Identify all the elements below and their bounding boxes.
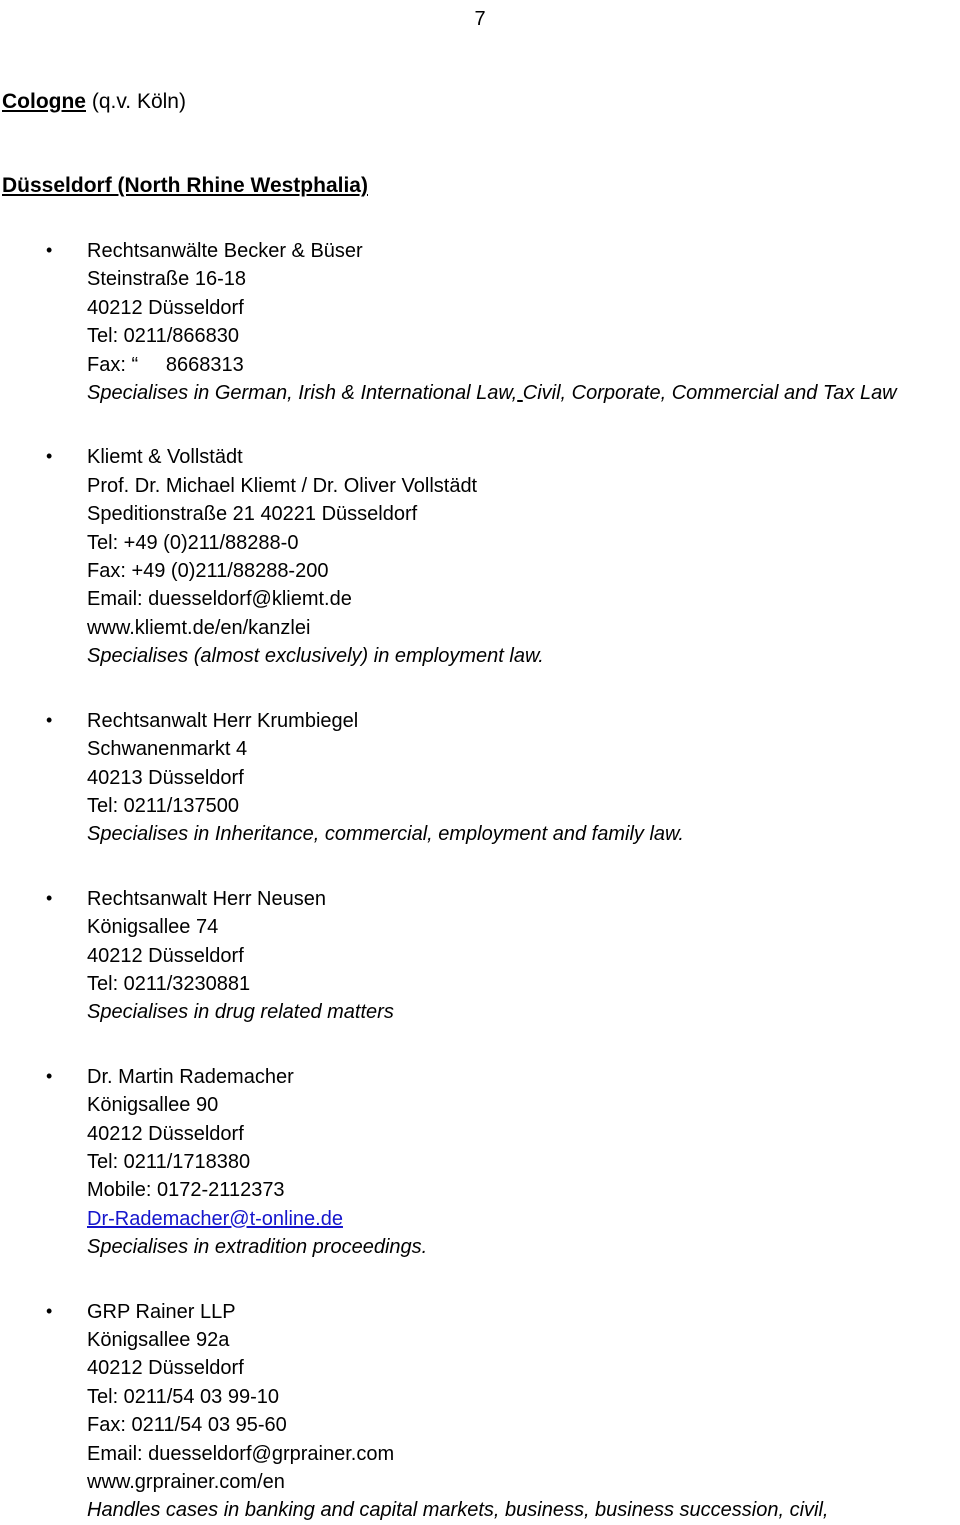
specialism: Specialises (almost exclusively) in employment law. — [87, 645, 544, 668]
fax: Fax: 0211/54 03 95-60 — [87, 1414, 287, 1437]
address-street: Steinstraße 16-18 — [87, 268, 246, 291]
bullet-icon: • — [46, 446, 53, 467]
law-firm-entry — [0, 885, 960, 1027]
firm-name: Rechtsanwälte Becker & Büser — [87, 240, 363, 262]
entry-lines — [87, 237, 960, 407]
firm-name: GRP Rainer LLP — [87, 1300, 236, 1323]
entry-lines — [87, 707, 960, 849]
phone: Tel: 0211/3230881 — [87, 972, 251, 995]
phone: Tel: 0211/137500 — [87, 794, 239, 817]
website: www.grprainer.com/en — [87, 1471, 285, 1494]
phone: Tel: 0211/866830 — [87, 325, 239, 348]
website: www.kliemt.de/en/kanzlei — [87, 616, 311, 639]
mobile: Mobile: 0172-2112373 — [87, 1179, 285, 1202]
specialism: Specialises in drug related matters — [87, 1001, 394, 1024]
firm-name: Rechtsanwalt Herr Neusen — [87, 887, 326, 910]
bullet-icon: • — [46, 1300, 53, 1321]
phone: Tel: +49 (0)211/88288-0 — [87, 531, 299, 554]
address-city: 40213 Düsseldorf — [87, 766, 244, 789]
entry-lines — [87, 443, 960, 670]
law-firm-entry — [0, 237, 960, 407]
entry-lines — [87, 885, 960, 1027]
address-street: Königsallee 74 — [87, 916, 219, 939]
bullet-icon: • — [46, 1065, 53, 1086]
address-street: Speditionstraße 21 40221 Düsseldorf — [87, 503, 418, 526]
email: Email: duesseldorf@grprainer.com — [87, 1442, 395, 1465]
law-firm-entry — [0, 1063, 960, 1262]
heading-dusseldorf — [0, 172, 960, 200]
law-firm-entry — [0, 443, 960, 670]
page-number: 7 — [474, 8, 486, 30]
specialism — [87, 379, 960, 407]
email: Email: duesseldorf@kliemt.de — [87, 588, 352, 611]
entry-lines — [87, 1063, 960, 1262]
address-street: Königsallee 90 — [87, 1094, 219, 1117]
fax: Fax: +49 (0)211/88288-200 — [87, 560, 329, 583]
heading-cologne — [0, 88, 960, 116]
law-firm-entry — [0, 707, 960, 849]
firm-name: Dr. Martin Rademacher — [87, 1065, 294, 1088]
specialism-text: Civil, Corporate, Commercial and Tax Law — [522, 382, 897, 405]
specialism: Specialises in Inheritance, commercial, employment and family law. — [87, 823, 684, 846]
address-city: 40212 Düsseldorf — [87, 944, 244, 967]
address-street: Königsallee 92a — [87, 1329, 230, 1351]
address-street: Schwanenmarkt 4 — [87, 738, 248, 761]
entry-lines — [87, 1298, 960, 1525]
firm-name: Kliemt & Vollstädt — [87, 446, 243, 469]
phone: Tel: 0211/1718380 — [87, 1150, 251, 1173]
contact-names: Prof. Dr. Michael Kliemt / Dr. Oliver Vollstädt — [87, 474, 478, 497]
address-city: 40212 Düsseldorf — [87, 1357, 244, 1380]
specialism: Handles cases in banking and capital markets, business, business succession, civil, — [87, 1499, 829, 1522]
firm-name: Rechtsanwalt Herr Krumbiegel — [87, 709, 359, 732]
fax: Fax: “ 8668313 — [87, 353, 244, 376]
law-firm-entry — [0, 1298, 960, 1525]
heading-cologne-crossref: (q.v. Köln) — [86, 90, 186, 113]
bullet-icon: • — [46, 240, 53, 260]
specialism-text: Specialises in German, Irish & International Law, — [87, 382, 518, 405]
email-link[interactable]: Dr-Rademacher@t-online.de — [87, 1207, 343, 1230]
specialism: Specialises in extradition proceedings. — [87, 1236, 428, 1259]
law-firm-list — [0, 237, 960, 1525]
heading-cologne-city: Cologne — [2, 90, 86, 113]
phone: Tel: 0211/54 03 99-10 — [87, 1385, 280, 1408]
address-city: 40212 Düsseldorf — [87, 296, 244, 319]
heading-dusseldorf-city: Düsseldorf (North Rhine Westphalia) — [2, 174, 368, 197]
bullet-icon: • — [46, 709, 53, 730]
address-city: 40212 Düsseldorf — [87, 1122, 244, 1145]
bullet-icon: • — [46, 887, 53, 908]
